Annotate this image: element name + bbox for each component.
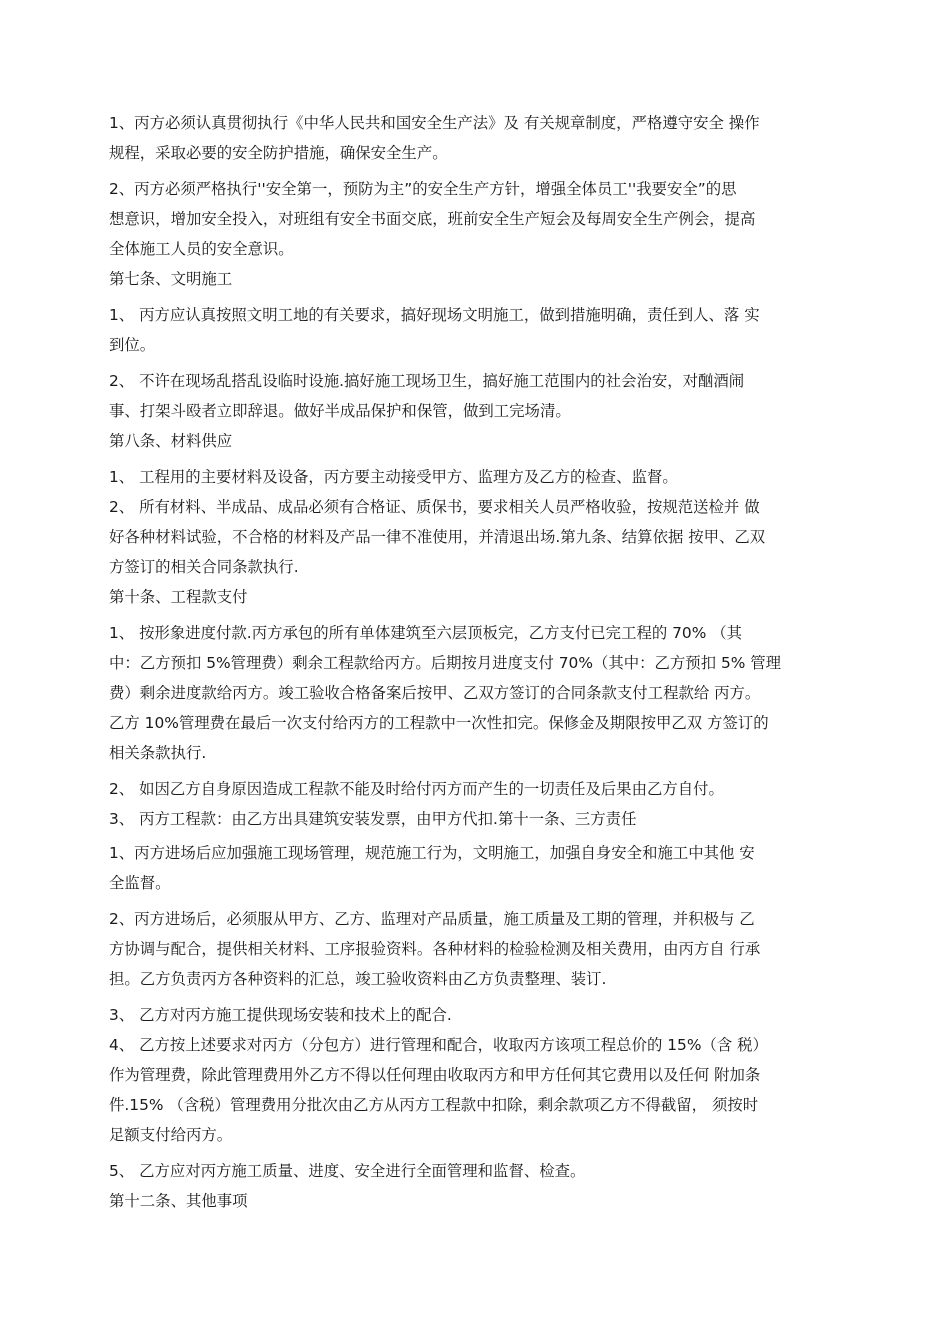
section-heading: 第十条、工程款支付 bbox=[109, 588, 248, 606]
para-line: 方签订的相关合同条款执行. bbox=[109, 558, 299, 576]
para-line: 2、 不许在现场乱搭乱设临时设施.搞好施工现场卫生，搞好施工范围内的社会治安，对酗酒闹 bbox=[109, 372, 745, 390]
para-line: 4、 乙方按上述要求对丙方（分包方）进行管理和配合，收取丙方该项工程总价的 15%（含 税） bbox=[109, 1036, 768, 1054]
para-line: 中：乙方预扣 5%管理费）剩余工程款给丙方。后期按月进度支付 70%（其中：乙方预扣 5% 管理 bbox=[109, 654, 782, 672]
section-heading: 第七条、文明施工 bbox=[109, 270, 233, 288]
para-line: 2、丙方必须严格执行''安全第一，预防为主”的安全生产方针，增强全体员工''我要安全”的思 bbox=[109, 180, 737, 198]
para-line: 5、 乙方应对丙方施工质量、进度、安全进行全面管理和监督、检查。 bbox=[109, 1162, 586, 1180]
para-line: 2、 所有材料、半成品、成品必须有合格证、质保书，要求相关人员严格收验，按规范送检并 做 bbox=[109, 498, 760, 516]
para-line: 1、 按形象进度付款.丙方承包的所有单体建筑至六层顶板完，乙方支付已完工程的 70% （其 bbox=[109, 624, 743, 642]
para-line: 作为管理费，除此管理费用外乙方不得以任何理由收取丙方和甲方任何其它费用以及任何 附加条 bbox=[109, 1066, 761, 1084]
para-line: 3、 乙方对丙方施工提供现场安装和技术上的配合. bbox=[109, 1006, 452, 1024]
para-line: 想意识，增加安全投入，对班组有安全书面交底，班前安全生产短会及每周安全生产例会，提高 bbox=[109, 210, 756, 228]
para-line: 乙方 10%管理费在最后一次支付给丙方的工程款中一次性扣完。保修金及期限按甲乙双 方签订的 bbox=[109, 714, 769, 732]
section-heading: 第八条、材料供应 bbox=[109, 432, 233, 450]
para-line: 3、 丙方工程款：由乙方出具建筑安装发票，由甲方代扣.第十一条、三方责任 bbox=[109, 810, 637, 828]
para-line: 规程，采取必要的安全防护措施，确保安全生产。 bbox=[109, 144, 448, 162]
para-line: 相关条款执行. bbox=[109, 744, 207, 762]
para-line: 足额支付给丙方。 bbox=[109, 1126, 233, 1144]
para-line: 全监督。 bbox=[109, 874, 171, 892]
para-line: 1、 工程用的主要材料及设备，丙方要主动接受甲方、监理方及乙方的检查、监督。 bbox=[109, 468, 678, 486]
para-line: 1、 丙方应认真按照文明工地的有关要求，搞好现场文明施工，做到措施明确，责任到人、落 实 bbox=[109, 306, 760, 324]
para-line: 1、丙方必须认真贯彻执行《中华人民共和国安全生产法》及 有关规章制度，严格遵守安全 操作 bbox=[109, 114, 760, 132]
para-line: 费）剩余进度款给丙方。竣工验收合格备案后按甲、乙双方签订的合同条款支付工程款给 丙方。 bbox=[109, 684, 761, 702]
para-line: 到位。 bbox=[109, 336, 156, 354]
para-line: 件.15% （含税）管理费用分批次由乙方从丙方工程款中扣除，剩余款项乙方不得截留， 须按时 bbox=[109, 1096, 759, 1114]
para-line: 2、丙方进场后，必须服从甲方、乙方、监理对产品质量，施工质量及工期的管理，并积极与 乙 bbox=[109, 910, 755, 928]
para-line: 事、打架斗殴者立即辞退。做好半成品保护和保管，做到工完场清。 bbox=[109, 402, 571, 420]
para-line: 全体施工人员的安全意识。 bbox=[109, 240, 294, 258]
para-line: 方协调与配合，提供相关材料、工序报验资料。各种材料的检验检测及相关费用，由丙方自 行承 bbox=[109, 940, 761, 958]
para-line: 担。乙方负责丙方各种资料的汇总，竣工验收资料由乙方负责整理、装订. bbox=[109, 970, 607, 988]
document-body bbox=[109, 108, 839, 1216]
para-line: 2、 如因乙方自身原因造成工程款不能及时给付丙方而产生的一切责任及后果由乙方自付。 bbox=[109, 780, 724, 798]
section-heading: 第十二条、其他事项 bbox=[109, 1192, 248, 1210]
para-line: 1、丙方进场后应加强施工现场管理，规范施工行为，文明施工，加强自身安全和施工中其他 安 bbox=[109, 844, 755, 862]
para-line: 好各种材料试验，不合格的材料及产品一律不准使用，并清退出场.第九条、结算依据 按甲、乙双 bbox=[109, 528, 766, 546]
